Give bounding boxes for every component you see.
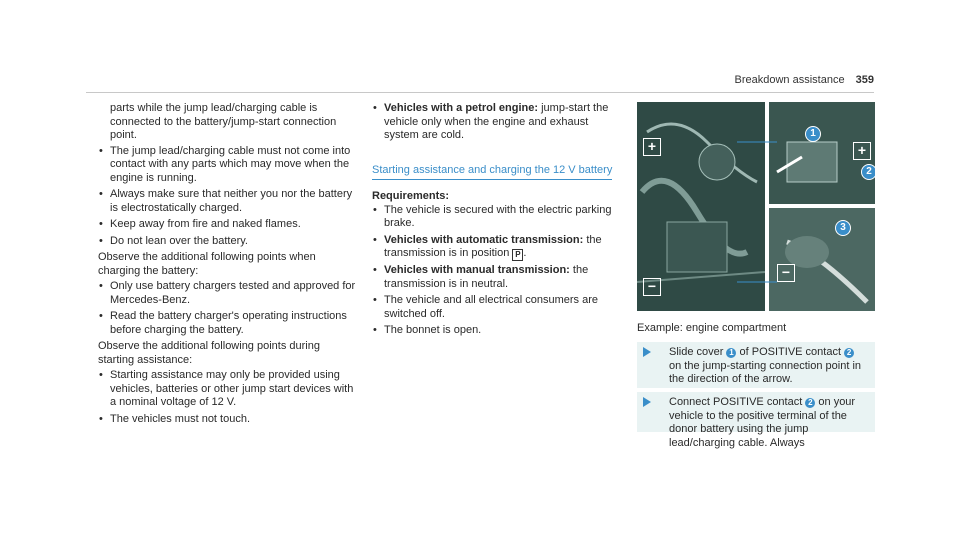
- gear-p-icon: P: [512, 249, 523, 261]
- header-rule: [86, 92, 874, 93]
- petrol-label: Vehicles with a petrol engine:: [384, 102, 539, 114]
- callout-1: 1: [805, 126, 821, 142]
- step-text-part: on the jump-starting connection point in the direction of the arrow.: [669, 359, 862, 385]
- list-item: • Read the battery charger's operating instructions before charging the battery.: [98, 310, 356, 337]
- auto-text: the transmission is in position: [384, 233, 602, 259]
- auto-text-end: .: [523, 247, 527, 259]
- list-item: [372, 234, 624, 262]
- callout-3: 3: [835, 220, 851, 236]
- starting-list: [98, 369, 356, 426]
- column-2: [372, 102, 624, 341]
- list-item: • Always make sure that neither you nor the battery is electrostatically charged.: [98, 188, 356, 215]
- list-item: • Starting assistance may only be provided using vehicles, batteries or other jump start devices with a nominal voltage of 12 V.: [98, 369, 356, 410]
- page-header: [735, 74, 874, 86]
- manual-label: Vehicles with manual transmission:: [384, 264, 570, 276]
- step-text-part: Connect POSITIVE contact: [669, 396, 806, 408]
- step-slide-cover: [637, 342, 875, 388]
- manual-text: the transmission is in neutral.: [384, 264, 589, 290]
- intro-text: parts while the jump lead/charging cable is connected to the battery/jump-start connection point.: [110, 102, 337, 141]
- step-text-part: of POSITIVE contact: [736, 346, 845, 358]
- auto-label: Vehicles with automatic transmission:: [384, 233, 584, 246]
- callout-2: 2: [861, 164, 875, 180]
- observe-starting-text: Observe the additional following points during starting assistance:: [98, 340, 320, 366]
- safety-list: [98, 145, 356, 249]
- minus-terminal-icon: −: [643, 278, 661, 296]
- step-text: [669, 396, 869, 450]
- list-item: • Keep away from fire and naked flames.: [98, 218, 356, 232]
- step-arrow-icon: [643, 347, 651, 357]
- list-item: [372, 102, 624, 143]
- petrol-text: jump-start the vehicle only when the engine and exhaust system are cold.: [384, 102, 609, 141]
- step-text-part: Slide cover: [669, 346, 727, 358]
- list-item: • The bonnet is open.: [372, 324, 624, 338]
- page-number: 359: [855, 74, 874, 86]
- section-heading: Starting assistance and charging the 12 V battery: [372, 164, 612, 181]
- list-item: • The vehicles must not touch.: [98, 413, 356, 427]
- section-title: Breakdown assistance: [734, 74, 845, 86]
- requirements-list: [372, 204, 624, 338]
- figure-caption: Example: engine compartment: [637, 322, 787, 334]
- plus-terminal-icon: +: [643, 138, 661, 156]
- list-item: • The jump lead/charging cable must not come into contact with any parts which may move when the engine is running.: [98, 145, 356, 186]
- list-item: • Only use battery chargers tested and approved for Mercedes-Benz.: [98, 280, 356, 307]
- list-item: • The vehicle is secured with the electric parking brake.: [372, 204, 624, 231]
- petrol-list: [372, 102, 624, 143]
- callout-1-ref: 1: [726, 348, 736, 358]
- step-text-part: on your vehicle to the positive terminal of the donor battery using the jump lead/charging cable. Always: [669, 396, 856, 449]
- engine-illustration: [637, 102, 875, 311]
- list-item: • Do not lean over the battery.: [98, 235, 356, 249]
- requirements-label: Requirements:: [372, 190, 450, 202]
- minus-terminal-icon-detail: −: [777, 264, 795, 282]
- column-1: [98, 102, 356, 429]
- callout-2-ref: 2: [805, 398, 815, 408]
- step-text: [669, 346, 869, 387]
- list-item: • The vehicle and all electrical consumers are switched off.: [372, 294, 624, 321]
- charging-list: [98, 280, 356, 337]
- observe-charging-text: Observe the additional following points when charging the battery:: [98, 251, 316, 277]
- list-item: [372, 264, 624, 291]
- callout-2-ref: 2: [844, 348, 854, 358]
- step-arrow-icon: [643, 397, 651, 407]
- plus-terminal-icon-detail: +: [853, 142, 871, 160]
- step-connect-positive: [637, 392, 875, 449]
- engine-compartment-figure: [637, 102, 875, 311]
